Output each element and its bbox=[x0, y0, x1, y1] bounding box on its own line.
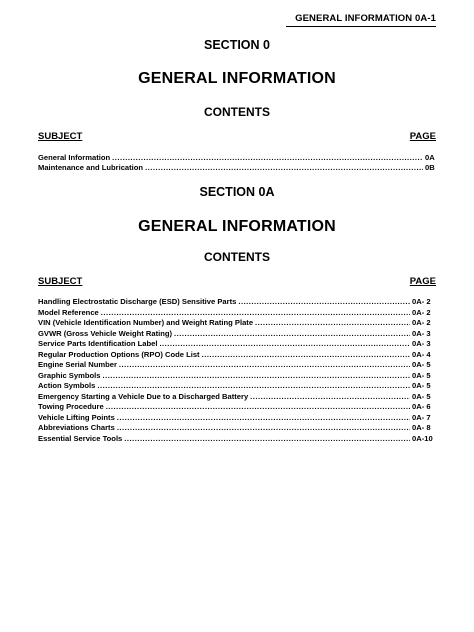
toc-dot-leader bbox=[97, 381, 410, 392]
section-0a-contents-heading: CONTENTS bbox=[204, 250, 270, 264]
subject-heading: SUBJECT bbox=[38, 276, 83, 287]
toc-entry-page: 0A- 8 bbox=[412, 423, 431, 432]
toc-dot-leader bbox=[255, 318, 410, 329]
toc-entry-title: Graphic Symbols bbox=[38, 370, 101, 380]
toc-entry bbox=[38, 318, 436, 329]
section-0-label: SECTION 0 bbox=[204, 38, 270, 52]
toc-entry-title: Action Symbols bbox=[38, 381, 96, 390]
toc-entry-page: 0A- 5 bbox=[412, 391, 431, 401]
toc-entry-title: GVWR (Gross Vehicle Weight Rating) bbox=[38, 328, 173, 338]
toc-entry bbox=[38, 163, 436, 173]
toc-entry-page: 0A- 7 bbox=[412, 412, 431, 422]
toc-dot-leader bbox=[106, 402, 410, 413]
toc-entry bbox=[38, 153, 436, 163]
toc-entry-title: Vehicle Lifting Points bbox=[38, 412, 115, 422]
toc-entry-page: 0A- 2 bbox=[412, 307, 431, 317]
toc-entry-title: VIN (Vehicle Identification Number) and Weight Rating Plate bbox=[38, 318, 254, 327]
toc-dot-leader bbox=[117, 413, 410, 424]
toc-entry-title: Regular Production Options (RPO) Code List bbox=[38, 349, 200, 359]
toc-entry-title: Service Parts Identification Label bbox=[38, 339, 158, 348]
toc-entry bbox=[38, 381, 436, 392]
toc-entry-title: Handling Electrostatic Discharge (ESD) Sensitive Parts bbox=[38, 297, 237, 306]
toc-entry bbox=[38, 329, 436, 340]
page-heading: PAGE bbox=[409, 131, 436, 142]
toc-entry-page: 0A- 3 bbox=[412, 328, 431, 338]
toc-entry-page: 0A- 4 bbox=[412, 349, 431, 359]
section-0-title: GENERAL INFORMATION bbox=[138, 70, 336, 87]
toc-entry-title: Essential Service Tools bbox=[38, 433, 123, 443]
toc-entry bbox=[38, 308, 436, 319]
toc-entry-title: Engine Serial Number bbox=[38, 360, 117, 369]
page-heading: PAGE bbox=[409, 276, 436, 287]
toc-dot-leader bbox=[119, 360, 410, 371]
toc-entry bbox=[38, 402, 436, 413]
toc-entry bbox=[38, 339, 436, 350]
toc-entry-page: 0A- 2 bbox=[412, 297, 431, 306]
toc-entry bbox=[38, 434, 436, 445]
toc-dot-leader bbox=[174, 329, 410, 340]
section-0a-toc bbox=[38, 297, 436, 444]
section-0-contents-heading: CONTENTS bbox=[204, 105, 270, 119]
toc-entry bbox=[38, 371, 436, 382]
toc-entry-page: 0A- 5 bbox=[412, 370, 431, 380]
toc-dot-leader bbox=[102, 371, 410, 382]
toc-entry-title: Abbreviations Charts bbox=[38, 423, 115, 432]
section-0a-title: GENERAL INFORMATION bbox=[138, 218, 336, 235]
toc-entry-page: 0A- 6 bbox=[412, 402, 431, 411]
toc-entry-page: 0A- 3 bbox=[412, 339, 431, 348]
toc-entry-page: 0A- 5 bbox=[412, 360, 431, 369]
section-0a-label: SECTION 0A bbox=[199, 185, 275, 199]
toc-entry-page: 0A- 2 bbox=[412, 318, 431, 327]
toc-dot-leader bbox=[159, 339, 410, 350]
running-header: GENERAL INFORMATION 0A-1 bbox=[295, 13, 436, 24]
toc-entry bbox=[38, 297, 436, 308]
toc-entry bbox=[38, 423, 436, 434]
toc-entry bbox=[38, 350, 436, 361]
toc-dot-leader bbox=[117, 423, 410, 434]
toc-entry bbox=[38, 413, 436, 424]
toc-entry-title: Maintenance and Lubrication bbox=[38, 162, 144, 172]
toc-dot-leader bbox=[101, 308, 410, 319]
toc-dot-leader bbox=[145, 163, 423, 173]
toc-entry bbox=[38, 360, 436, 371]
toc-entry-page: 0B bbox=[425, 162, 435, 172]
toc-entry bbox=[38, 392, 436, 403]
toc-entry-title: Model Reference bbox=[38, 307, 99, 317]
subject-heading: SUBJECT bbox=[38, 131, 83, 142]
toc-dot-leader bbox=[250, 392, 410, 403]
section-0-toc bbox=[38, 153, 436, 172]
toc-dot-leader bbox=[238, 297, 410, 308]
toc-dot-leader bbox=[202, 350, 410, 361]
toc-entry-title: Towing Procedure bbox=[38, 402, 104, 411]
toc-dot-leader bbox=[124, 434, 410, 445]
toc-entry-title: Emergency Starting a Vehicle Due to a Discharged Battery bbox=[38, 391, 249, 401]
toc-entry-page: 0A bbox=[425, 153, 435, 162]
toc-entry-page: 0A- 5 bbox=[412, 381, 431, 390]
toc-entry-page: 0A-10 bbox=[412, 433, 433, 443]
toc-dot-leader bbox=[112, 153, 423, 163]
header-rule bbox=[286, 26, 436, 27]
toc-entry-title: General Information bbox=[38, 153, 111, 162]
